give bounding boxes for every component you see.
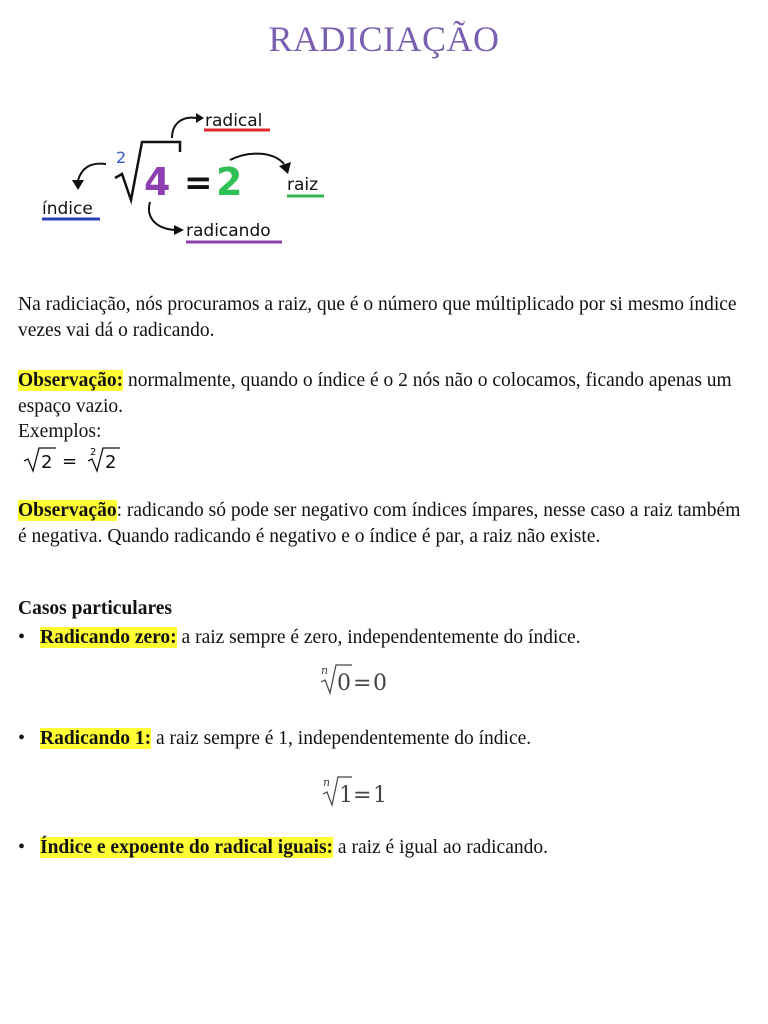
page-title: RADICIAÇÃO (268, 19, 500, 59)
bullet-dot: • (18, 836, 26, 858)
formula-result: 1 (373, 783, 387, 808)
case-formula-zero (318, 662, 398, 698)
diagram-label-raiz: raiz (287, 175, 319, 195)
observation-2 (18, 498, 753, 549)
diagram-label-indice: índice (42, 199, 93, 219)
indice-arrow (78, 164, 106, 180)
diagram-index-value: 2 (116, 148, 127, 167)
diagram-root-value: 2 (216, 160, 243, 204)
example-left-radicand: 2 (41, 452, 53, 473)
example-equals: = (62, 451, 78, 472)
radical-parts-diagram (38, 100, 338, 250)
formula-result: 0 (373, 671, 387, 696)
cases-heading: Casos particulares (18, 598, 173, 619)
case-label: Radicando 1: (40, 728, 152, 749)
formula-radicand: 0 (337, 671, 351, 696)
intro-paragraph: Na radiciação, nós procuramos a raiz, que é o número que múltiplicado por si mesmo índice vezes vai dá o radicando. (18, 294, 737, 341)
case-label: Índice e expoente do radical iguais: (40, 837, 334, 858)
observation-2-label: Observação (18, 500, 117, 521)
example-right-index: 2 (90, 447, 97, 458)
radicando-arrow (149, 202, 174, 230)
formula-equals: = (353, 671, 372, 696)
observation-2-text: : radicando só pode ser negativo com índices ímpares, nesse caso a raiz também é negativa. Quando radicando é negativo e o índice é par, a raiz não existe. (18, 500, 741, 547)
example-right-radicand: 2 (105, 452, 117, 473)
case-text: a raiz é igual ao radicando. (333, 837, 548, 858)
case-label: Radicando zero: (40, 627, 177, 648)
bullet-dot: • (18, 626, 26, 648)
case-text: a raiz sempre é 1, independentemente do índice. (151, 728, 532, 749)
observation-1-text: normalmente, quando o índice é o 2 nós não o colocamos, ficando apenas um espaço vazio. (18, 370, 732, 417)
case-item-indice-expoente (18, 835, 753, 861)
case-text: a raiz sempre é zero, independentemente do índice. (176, 627, 581, 648)
diagram-label-radicando: radicando (186, 221, 271, 241)
diagram-label-radical: radical (205, 111, 263, 131)
radical-arrow (172, 118, 196, 138)
formula-index: n (323, 776, 331, 789)
observation-1-label: Observação: (18, 370, 124, 391)
example-formula (22, 443, 132, 475)
case-formula-one (320, 774, 400, 810)
formula-radicand: 1 (339, 783, 353, 808)
formula-index: n (321, 664, 329, 677)
observation-1 (18, 368, 753, 419)
case-item-radicando-zero (18, 625, 753, 651)
bullet-dot: • (18, 727, 26, 749)
diagram-radicand-value: 4 (144, 160, 171, 204)
examples-label: Exemplos: (18, 421, 102, 442)
formula-equals: = (353, 783, 372, 808)
diagram-equals: = (184, 163, 213, 203)
case-item-radicando-1 (18, 726, 753, 752)
